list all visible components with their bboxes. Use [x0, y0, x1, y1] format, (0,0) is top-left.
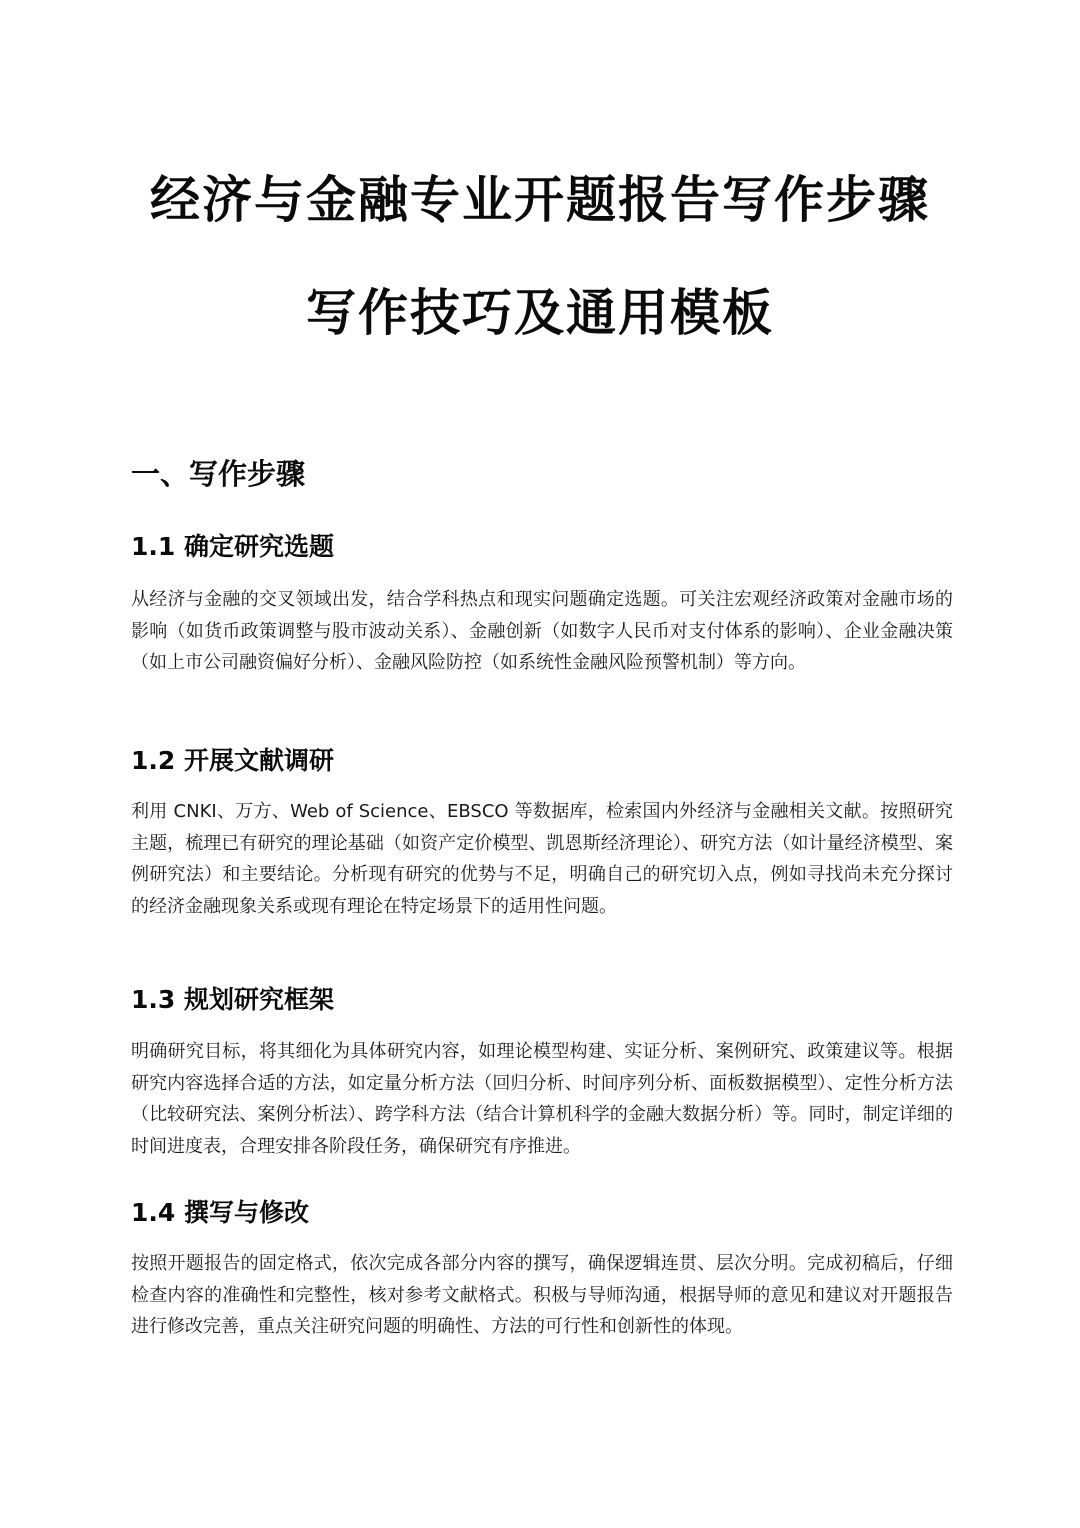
section-heading-writing-steps: 一、写作步骤	[131, 457, 306, 491]
subsection-body-1-1: 从经济与金融的交叉领域出发，结合学科热点和现实问题确定选题。可关注宏观经济政策对金融市场的影响（如货币政策调整与股市波动关系）、金融创新（如数字人民币对支付体系的影响）、企业金融决策（如上市公司融资偏好分析）、金融风险防控（如系统性金融风险预警机制）等方向。	[131, 589, 953, 673]
subsection-heading-1-1: 1.1 确定研究选题	[131, 532, 334, 561]
document-title-line-2: 写作技巧及通用模板	[306, 284, 774, 342]
subsection-body-1-3: 明确研究目标，将其细化为具体研究内容，如理论模型构建、实证分析、案例研究、政策建议等。根据研究内容选择合适的方法，如定量分析方法（回归分析、时间序列分析、面板数据模型）、定性分析方法（比较研究法、案例分析法）、跨学科方法（结合计算机科学的金融大数据分析）等。同时，制定详细的时间进度表，合理安排各阶段任务，确保研究有序推进。	[131, 1041, 953, 1157]
subsection-heading-1-2: 1.2 开展文献调研	[131, 746, 334, 775]
subsection-heading-1-4: 1.4 撰写与修改	[131, 1198, 309, 1227]
subsection-body-1-2: 利用 CNKI、万方、Web of Science、EBSCO 等数据库，检索国内外经济与金融相关文献。按照研究主题，梳理已有研究的理论基础（如资产定价模型、凯恩斯经济理论）、研究方法（如计量经济模型、案例研究法）和主要结论。分析现有研究的优势与不足，明确自己的研究切入点，例如寻找尚未充分探讨的经济金融现象关系或现有理论在特定场景下的适用性问题。	[131, 801, 953, 917]
document-title-line-1: 经济与金融专业开题报告写作步骤	[150, 171, 930, 229]
subsection-body-1-4: 按照开题报告的固定格式，依次完成各部分内容的撰写，确保逻辑连贯、层次分明。完成初稿后，仔细检查内容的准确性和完整性，核对参考文献格式。积极与导师沟通，根据导师的意见和建议对开题报告进行修改完善，重点关注研究问题的明确性、方法的可行性和创新性的体现。	[131, 1253, 953, 1337]
subsection-heading-1-3: 1.3 规划研究框架	[131, 985, 334, 1014]
